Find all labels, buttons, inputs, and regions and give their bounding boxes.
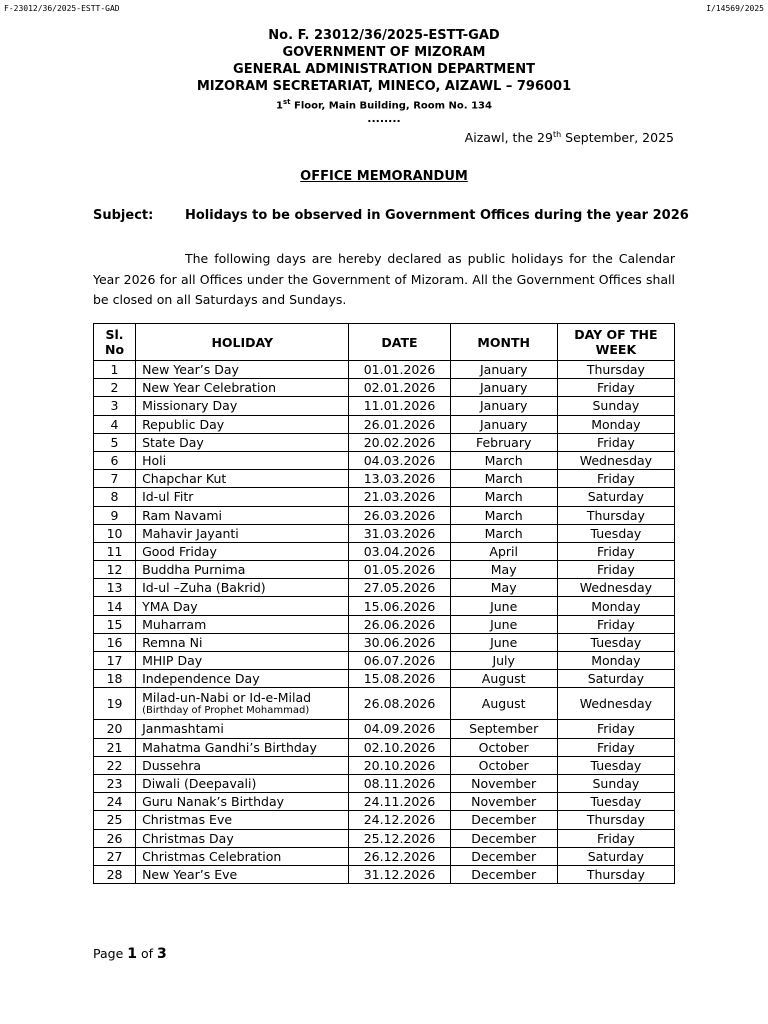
cell-date: 20.10.2026 bbox=[349, 756, 450, 774]
cell-day: Friday bbox=[557, 470, 674, 488]
office-location: 1st Floor, Main Building, Room No. 134 bbox=[276, 98, 492, 112]
cell-month: June bbox=[450, 615, 557, 633]
cell-date: 15.06.2026 bbox=[349, 597, 450, 615]
cell-date: 27.05.2026 bbox=[349, 579, 450, 597]
cell-month: November bbox=[450, 793, 557, 811]
cell-day: Friday bbox=[557, 615, 674, 633]
table-row bbox=[94, 415, 675, 433]
cell-month: January bbox=[450, 397, 557, 415]
cell-month: November bbox=[450, 774, 557, 792]
cell-date: 15.08.2026 bbox=[349, 670, 450, 688]
cell-day: Thursday bbox=[557, 361, 674, 379]
table-row bbox=[94, 774, 675, 792]
cell-holiday: Christmas Celebration bbox=[136, 847, 349, 865]
cell-sl-no: 19 bbox=[94, 688, 136, 720]
subject-label: Subject: bbox=[93, 208, 154, 223]
cell-date: 26.08.2026 bbox=[349, 688, 450, 720]
cell-day: Saturday bbox=[557, 488, 674, 506]
cell-date: 01.01.2026 bbox=[349, 361, 450, 379]
cell-holiday: Remna Ni bbox=[136, 633, 349, 651]
cell-holiday: State Day bbox=[136, 433, 349, 451]
cell-holiday bbox=[136, 688, 349, 720]
place-and-date: Aizawl, the 29th September, 2025 bbox=[464, 130, 674, 146]
header-sl-no: Sl. No bbox=[94, 324, 136, 361]
cell-day: Monday bbox=[557, 415, 674, 433]
cell-date: 30.06.2026 bbox=[349, 633, 450, 651]
cell-month: May bbox=[450, 579, 557, 597]
cell-month: December bbox=[450, 829, 557, 847]
government-name: GOVERNMENT OF MIZORAM bbox=[282, 45, 486, 60]
cell-date: 25.12.2026 bbox=[349, 829, 450, 847]
cell-month: March bbox=[450, 506, 557, 524]
cell-holiday: Missionary Day bbox=[136, 397, 349, 415]
cell-sl-no: 25 bbox=[94, 811, 136, 829]
cell-date: 11.01.2026 bbox=[349, 397, 450, 415]
cell-day: Friday bbox=[557, 720, 674, 738]
cell-date: 08.11.2026 bbox=[349, 774, 450, 792]
cell-holiday: New Year’s Eve bbox=[136, 865, 349, 883]
cell-sl-no: 9 bbox=[94, 506, 136, 524]
file-number-right: I/14569/2025 bbox=[706, 4, 764, 13]
cell-month: October bbox=[450, 756, 557, 774]
table-row bbox=[94, 633, 675, 651]
cell-day: Wednesday bbox=[557, 579, 674, 597]
cell-day: Saturday bbox=[557, 847, 674, 865]
page-number: Page 1 of 3 bbox=[93, 946, 167, 962]
cell-day: Tuesday bbox=[557, 633, 674, 651]
cell-date: 31.03.2026 bbox=[349, 524, 450, 542]
table-row bbox=[94, 542, 675, 560]
cell-holiday: Id-ul Fitr bbox=[136, 488, 349, 506]
cell-day: Friday bbox=[557, 829, 674, 847]
header-day-of-week: DAY OF THE WEEK bbox=[557, 324, 674, 361]
cell-date: 02.10.2026 bbox=[349, 738, 450, 756]
table-row bbox=[94, 652, 675, 670]
cell-day: Monday bbox=[557, 652, 674, 670]
secretariat-address: MIZORAM SECRETARIAT, MINECO, AIZAWL – 796001 bbox=[196, 79, 572, 94]
cell-sl-no: 22 bbox=[94, 756, 136, 774]
cell-sl-no: 27 bbox=[94, 847, 136, 865]
holiday-note: (Birthday of Prophet Mohammad) bbox=[142, 705, 310, 717]
cell-holiday: Republic Day bbox=[136, 415, 349, 433]
cell-month: April bbox=[450, 542, 557, 560]
table-row bbox=[94, 793, 675, 811]
table-row bbox=[94, 470, 675, 488]
cell-month: June bbox=[450, 633, 557, 651]
cell-month: March bbox=[450, 488, 557, 506]
cell-sl-no: 20 bbox=[94, 720, 136, 738]
cell-date: 24.11.2026 bbox=[349, 793, 450, 811]
cell-holiday: Buddha Purnima bbox=[136, 561, 349, 579]
header-date: DATE bbox=[349, 324, 450, 361]
cell-date: 01.05.2026 bbox=[349, 561, 450, 579]
cell-month: March bbox=[450, 524, 557, 542]
table-row bbox=[94, 688, 675, 720]
cell-month: August bbox=[450, 670, 557, 688]
cell-month: August bbox=[450, 688, 557, 720]
cell-sl-no: 17 bbox=[94, 652, 136, 670]
cell-month: May bbox=[450, 561, 557, 579]
holiday-table bbox=[93, 323, 675, 884]
cell-holiday: MHIP Day bbox=[136, 652, 349, 670]
cell-day: Wednesday bbox=[557, 451, 674, 469]
cell-day: Friday bbox=[557, 379, 674, 397]
cell-sl-no: 16 bbox=[94, 633, 136, 651]
table-row bbox=[94, 865, 675, 883]
cell-sl-no: 11 bbox=[94, 542, 136, 560]
cell-holiday: Mahavir Jayanti bbox=[136, 524, 349, 542]
cell-sl-no: 23 bbox=[94, 774, 136, 792]
cell-month: March bbox=[450, 470, 557, 488]
cell-date: 26.12.2026 bbox=[349, 847, 450, 865]
cell-sl-no: 2 bbox=[94, 379, 136, 397]
cell-month: July bbox=[450, 652, 557, 670]
cell-day: Tuesday bbox=[557, 793, 674, 811]
table-row bbox=[94, 361, 675, 379]
subject-line bbox=[93, 208, 689, 223]
department-name: GENERAL ADMINISTRATION DEPARTMENT bbox=[233, 62, 535, 77]
cell-day: Tuesday bbox=[557, 756, 674, 774]
cell-day: Monday bbox=[557, 597, 674, 615]
holiday-name: Milad-un-Nabi or Id-e-Milad bbox=[142, 690, 312, 706]
table-row bbox=[94, 379, 675, 397]
cell-date: 04.03.2026 bbox=[349, 451, 450, 469]
table-row bbox=[94, 597, 675, 615]
table-row bbox=[94, 720, 675, 738]
cell-day: Friday bbox=[557, 542, 674, 560]
cell-holiday: Id-ul –Zuha (Bakrid) bbox=[136, 579, 349, 597]
separator-dots: ........ bbox=[367, 112, 401, 126]
cell-day: Sunday bbox=[557, 774, 674, 792]
cell-day: Saturday bbox=[557, 670, 674, 688]
memo-paragraph: The following days are hereby declared as public holidays for the Calendar Year 2026 for all Offices under the Government of Mizoram. All the Government Offices shall be closed on all Saturdays and Sundays. bbox=[93, 251, 675, 307]
table-row bbox=[94, 433, 675, 451]
cell-sl-no: 6 bbox=[94, 451, 136, 469]
header-month: MONTH bbox=[450, 324, 557, 361]
cell-month: December bbox=[450, 811, 557, 829]
cell-date: 03.04.2026 bbox=[349, 542, 450, 560]
letterhead bbox=[0, 27, 768, 124]
cell-day: Friday bbox=[557, 738, 674, 756]
cell-day: Thursday bbox=[557, 865, 674, 883]
cell-holiday: Dussehra bbox=[136, 756, 349, 774]
cell-sl-no: 3 bbox=[94, 397, 136, 415]
cell-sl-no: 24 bbox=[94, 793, 136, 811]
cell-sl-no: 26 bbox=[94, 829, 136, 847]
header-holiday: HOLIDAY bbox=[136, 324, 349, 361]
table-row bbox=[94, 615, 675, 633]
cell-month: January bbox=[450, 415, 557, 433]
cell-day: Thursday bbox=[557, 811, 674, 829]
cell-date: 26.06.2026 bbox=[349, 615, 450, 633]
reference-number: No. F. 23012/36/2025-ESTT-GAD bbox=[268, 28, 500, 43]
table-header-row bbox=[94, 324, 675, 361]
cell-holiday: New Year’s Day bbox=[136, 361, 349, 379]
cell-sl-no: 28 bbox=[94, 865, 136, 883]
table-row bbox=[94, 847, 675, 865]
table-row bbox=[94, 488, 675, 506]
cell-sl-no: 12 bbox=[94, 561, 136, 579]
memo-title: OFFICE MEMORANDUM bbox=[300, 169, 468, 184]
cell-month: March bbox=[450, 451, 557, 469]
cell-month: February bbox=[450, 433, 557, 451]
table-row bbox=[94, 756, 675, 774]
cell-month: December bbox=[450, 847, 557, 865]
cell-day: Friday bbox=[557, 561, 674, 579]
subject-text: Holidays to be observed in Government Offices during the year 2026 bbox=[185, 208, 689, 223]
table-row bbox=[94, 506, 675, 524]
cell-day: Thursday bbox=[557, 506, 674, 524]
table-row bbox=[94, 397, 675, 415]
cell-holiday: Ram Navami bbox=[136, 506, 349, 524]
cell-date: 06.07.2026 bbox=[349, 652, 450, 670]
cell-date: 21.03.2026 bbox=[349, 488, 450, 506]
table-row bbox=[94, 579, 675, 597]
cell-day: Tuesday bbox=[557, 524, 674, 542]
cell-sl-no: 13 bbox=[94, 579, 136, 597]
cell-sl-no: 18 bbox=[94, 670, 136, 688]
cell-holiday: YMA Day bbox=[136, 597, 349, 615]
cell-holiday: Good Friday bbox=[136, 542, 349, 560]
cell-sl-no: 15 bbox=[94, 615, 136, 633]
cell-date: 02.01.2026 bbox=[349, 379, 450, 397]
table-row bbox=[94, 738, 675, 756]
cell-date: 24.12.2026 bbox=[349, 811, 450, 829]
cell-month: June bbox=[450, 597, 557, 615]
cell-date: 31.12.2026 bbox=[349, 865, 450, 883]
table-row bbox=[94, 451, 675, 469]
cell-sl-no: 5 bbox=[94, 433, 136, 451]
cell-month: December bbox=[450, 865, 557, 883]
cell-sl-no: 1 bbox=[94, 361, 136, 379]
cell-date: 20.02.2026 bbox=[349, 433, 450, 451]
cell-month: September bbox=[450, 720, 557, 738]
cell-day: Wednesday bbox=[557, 688, 674, 720]
cell-sl-no: 14 bbox=[94, 597, 136, 615]
cell-holiday: Mahatma Gandhi’s Birthday bbox=[136, 738, 349, 756]
cell-date: 26.01.2026 bbox=[349, 415, 450, 433]
cell-date: 26.03.2026 bbox=[349, 506, 450, 524]
cell-holiday: Christmas Day bbox=[136, 829, 349, 847]
cell-day: Sunday bbox=[557, 397, 674, 415]
cell-date: 04.09.2026 bbox=[349, 720, 450, 738]
cell-holiday: Chapchar Kut bbox=[136, 470, 349, 488]
cell-day: Friday bbox=[557, 433, 674, 451]
table-row bbox=[94, 829, 675, 847]
table-row bbox=[94, 561, 675, 579]
cell-month: October bbox=[450, 738, 557, 756]
cell-holiday: Guru Nanak’s Birthday bbox=[136, 793, 349, 811]
table-row bbox=[94, 811, 675, 829]
cell-month: January bbox=[450, 361, 557, 379]
cell-sl-no: 10 bbox=[94, 524, 136, 542]
table-row bbox=[94, 524, 675, 542]
cell-date: 13.03.2026 bbox=[349, 470, 450, 488]
cell-holiday: Muharram bbox=[136, 615, 349, 633]
cell-holiday: Independence Day bbox=[136, 670, 349, 688]
cell-holiday: Holi bbox=[136, 451, 349, 469]
cell-holiday: Diwali (Deepavali) bbox=[136, 774, 349, 792]
cell-sl-no: 7 bbox=[94, 470, 136, 488]
cell-month: January bbox=[450, 379, 557, 397]
cell-holiday: Christmas Eve bbox=[136, 811, 349, 829]
cell-holiday: New Year Celebration bbox=[136, 379, 349, 397]
cell-holiday: Janmashtami bbox=[136, 720, 349, 738]
cell-sl-no: 4 bbox=[94, 415, 136, 433]
table-row bbox=[94, 670, 675, 688]
file-number-left: F-23012/36/2025-ESTT-GAD bbox=[4, 4, 120, 13]
cell-sl-no: 8 bbox=[94, 488, 136, 506]
cell-sl-no: 21 bbox=[94, 738, 136, 756]
